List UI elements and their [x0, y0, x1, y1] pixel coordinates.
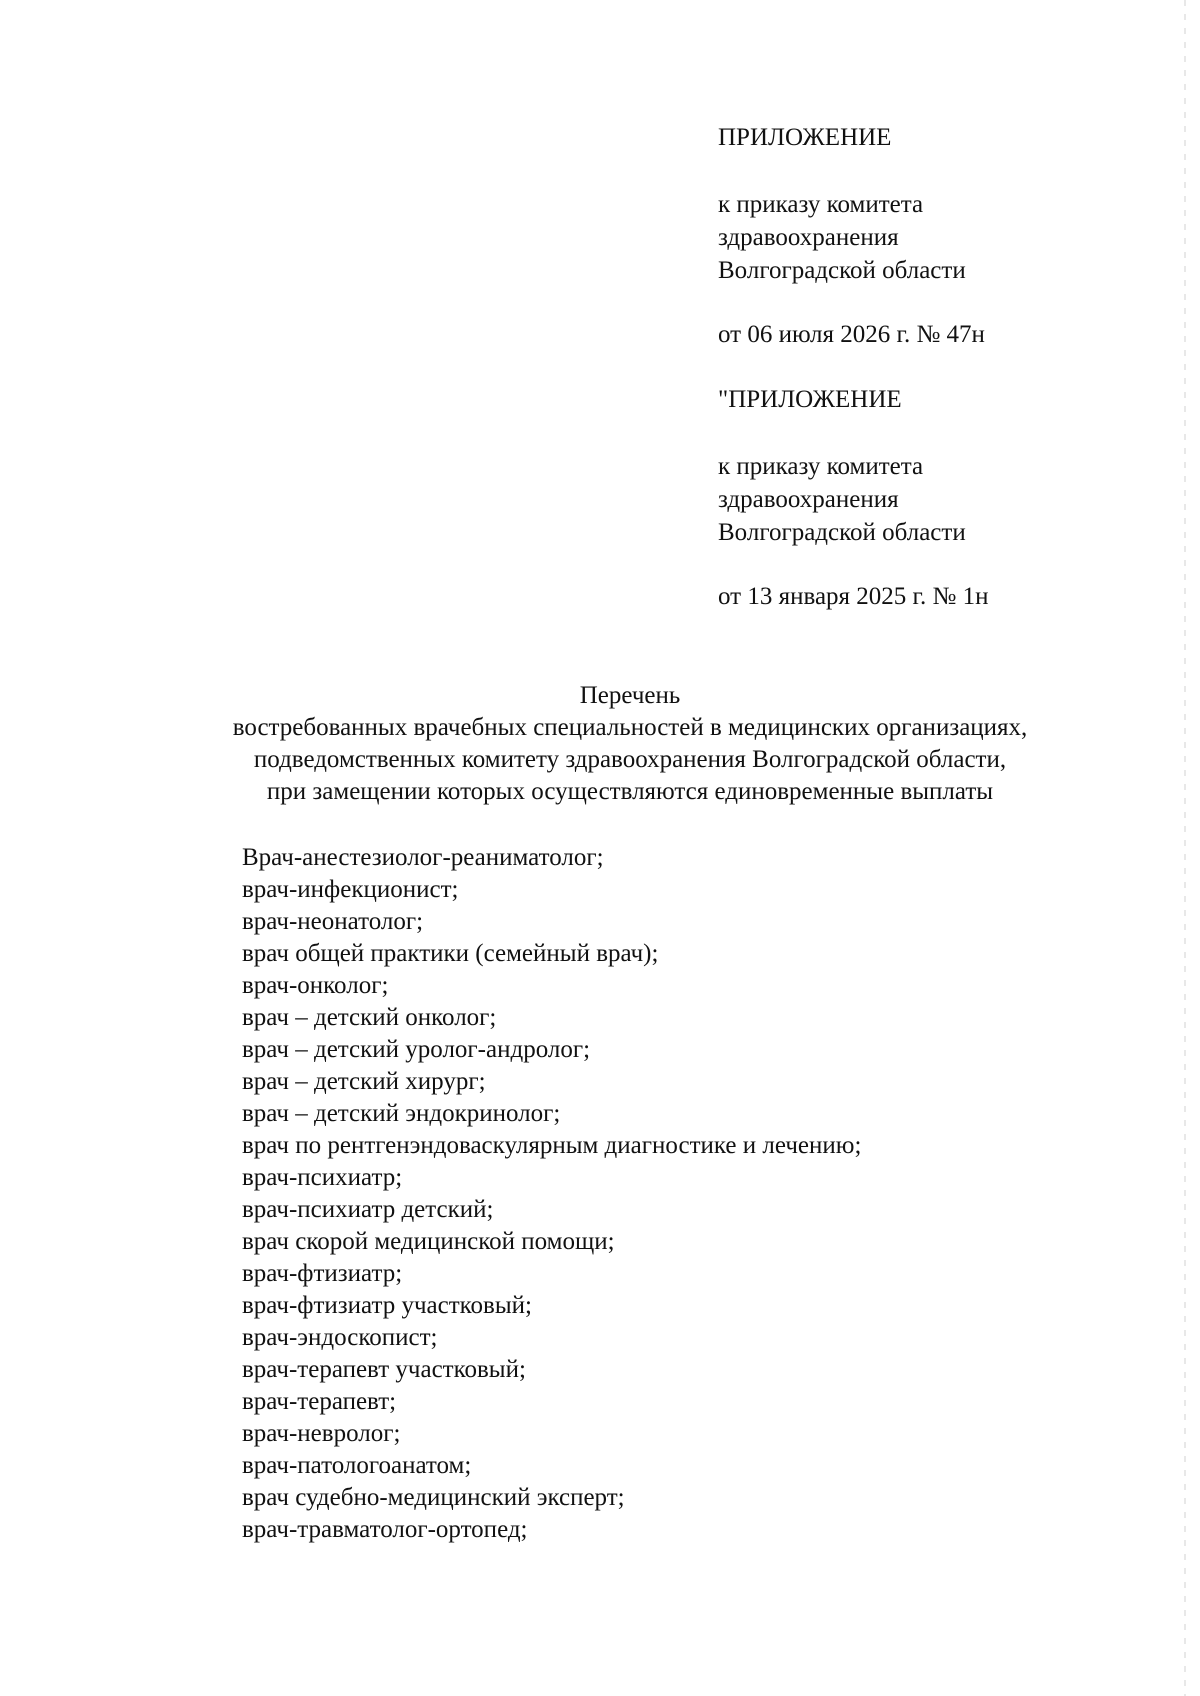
- order-reference: [718, 188, 966, 287]
- list-item: врач – детский уролог-андролог;: [242, 1036, 591, 1063]
- list-item: Врач-анестезиолог-реаниматолог;: [242, 844, 604, 871]
- scan-edge: [1184, 0, 1186, 1696]
- quoted-order-line: здравоохранения: [718, 486, 899, 513]
- list-item: врач – детский хирург;: [242, 1068, 486, 1095]
- title-line: подведомственных комитету здравоохранения Волгоградской области,: [253, 746, 1007, 773]
- list-item: врач-онколог;: [242, 972, 389, 999]
- order-date: от 06 июля 2026 г. № 47н: [718, 321, 985, 348]
- list-item: врач-неонатолог;: [242, 908, 424, 935]
- title-line: востребованных врачебных специальностей в медицинских организациях,: [232, 714, 1028, 741]
- quoted-order-date: от 13 января 2025 г. № 1н: [718, 583, 989, 610]
- list-item: врач-травматолог-ортопед;: [242, 1516, 528, 1543]
- appendix-title: ПРИЛОЖЕНИЕ: [718, 124, 892, 151]
- list-item: врач-фтизиатр;: [242, 1260, 403, 1287]
- appendix-heading: [718, 121, 891, 154]
- quoted-order-line: к приказу комитета: [718, 453, 924, 480]
- list-item: врач – детский онколог;: [242, 1004, 497, 1031]
- title-line: при замещении которых осуществляются единовременные выплаты: [266, 778, 994, 805]
- order-line: к приказу комитета: [718, 191, 924, 218]
- order-line: здравоохранения: [718, 224, 899, 251]
- quoted-order-line: Волгоградской области: [718, 519, 966, 546]
- quoted-order-reference: [718, 450, 966, 549]
- document-title: [100, 680, 1160, 808]
- specialty-list: [242, 842, 861, 1546]
- list-item: врач-невролог;: [242, 1420, 401, 1447]
- order-date-block: [718, 318, 985, 351]
- list-item: врач-терапевт;: [242, 1388, 397, 1415]
- list-item: врач-психиатр;: [242, 1164, 403, 1191]
- quoted-appendix-heading: [718, 383, 902, 416]
- list-item: врач-фтизиатр участковый;: [242, 1292, 532, 1319]
- list-item: врач-эндоскопист;: [242, 1324, 438, 1351]
- list-item: врач – детский эндокринолог;: [242, 1100, 561, 1127]
- list-item: врач-инфекционист;: [242, 876, 459, 903]
- list-item: врач по рентгенэндоваскулярным диагностике и лечению;: [242, 1132, 862, 1159]
- list-item: врач-терапевт участковый;: [242, 1356, 526, 1383]
- list-item: врач-патологоанатом;: [242, 1452, 472, 1479]
- title-line: Перечень: [579, 682, 681, 709]
- quoted-appendix-title: "ПРИЛОЖЕНИЕ: [718, 386, 902, 413]
- list-item: врач-психиатр детский;: [242, 1196, 494, 1223]
- list-item: врач общей практики (семейный врач);: [242, 940, 659, 967]
- order-line: Волгоградской области: [718, 257, 966, 284]
- quoted-order-date-block: [718, 580, 988, 613]
- list-item: врач судебно-медицинский эксперт;: [242, 1484, 625, 1511]
- list-item: врач скорой медицинской помощи;: [242, 1228, 615, 1255]
